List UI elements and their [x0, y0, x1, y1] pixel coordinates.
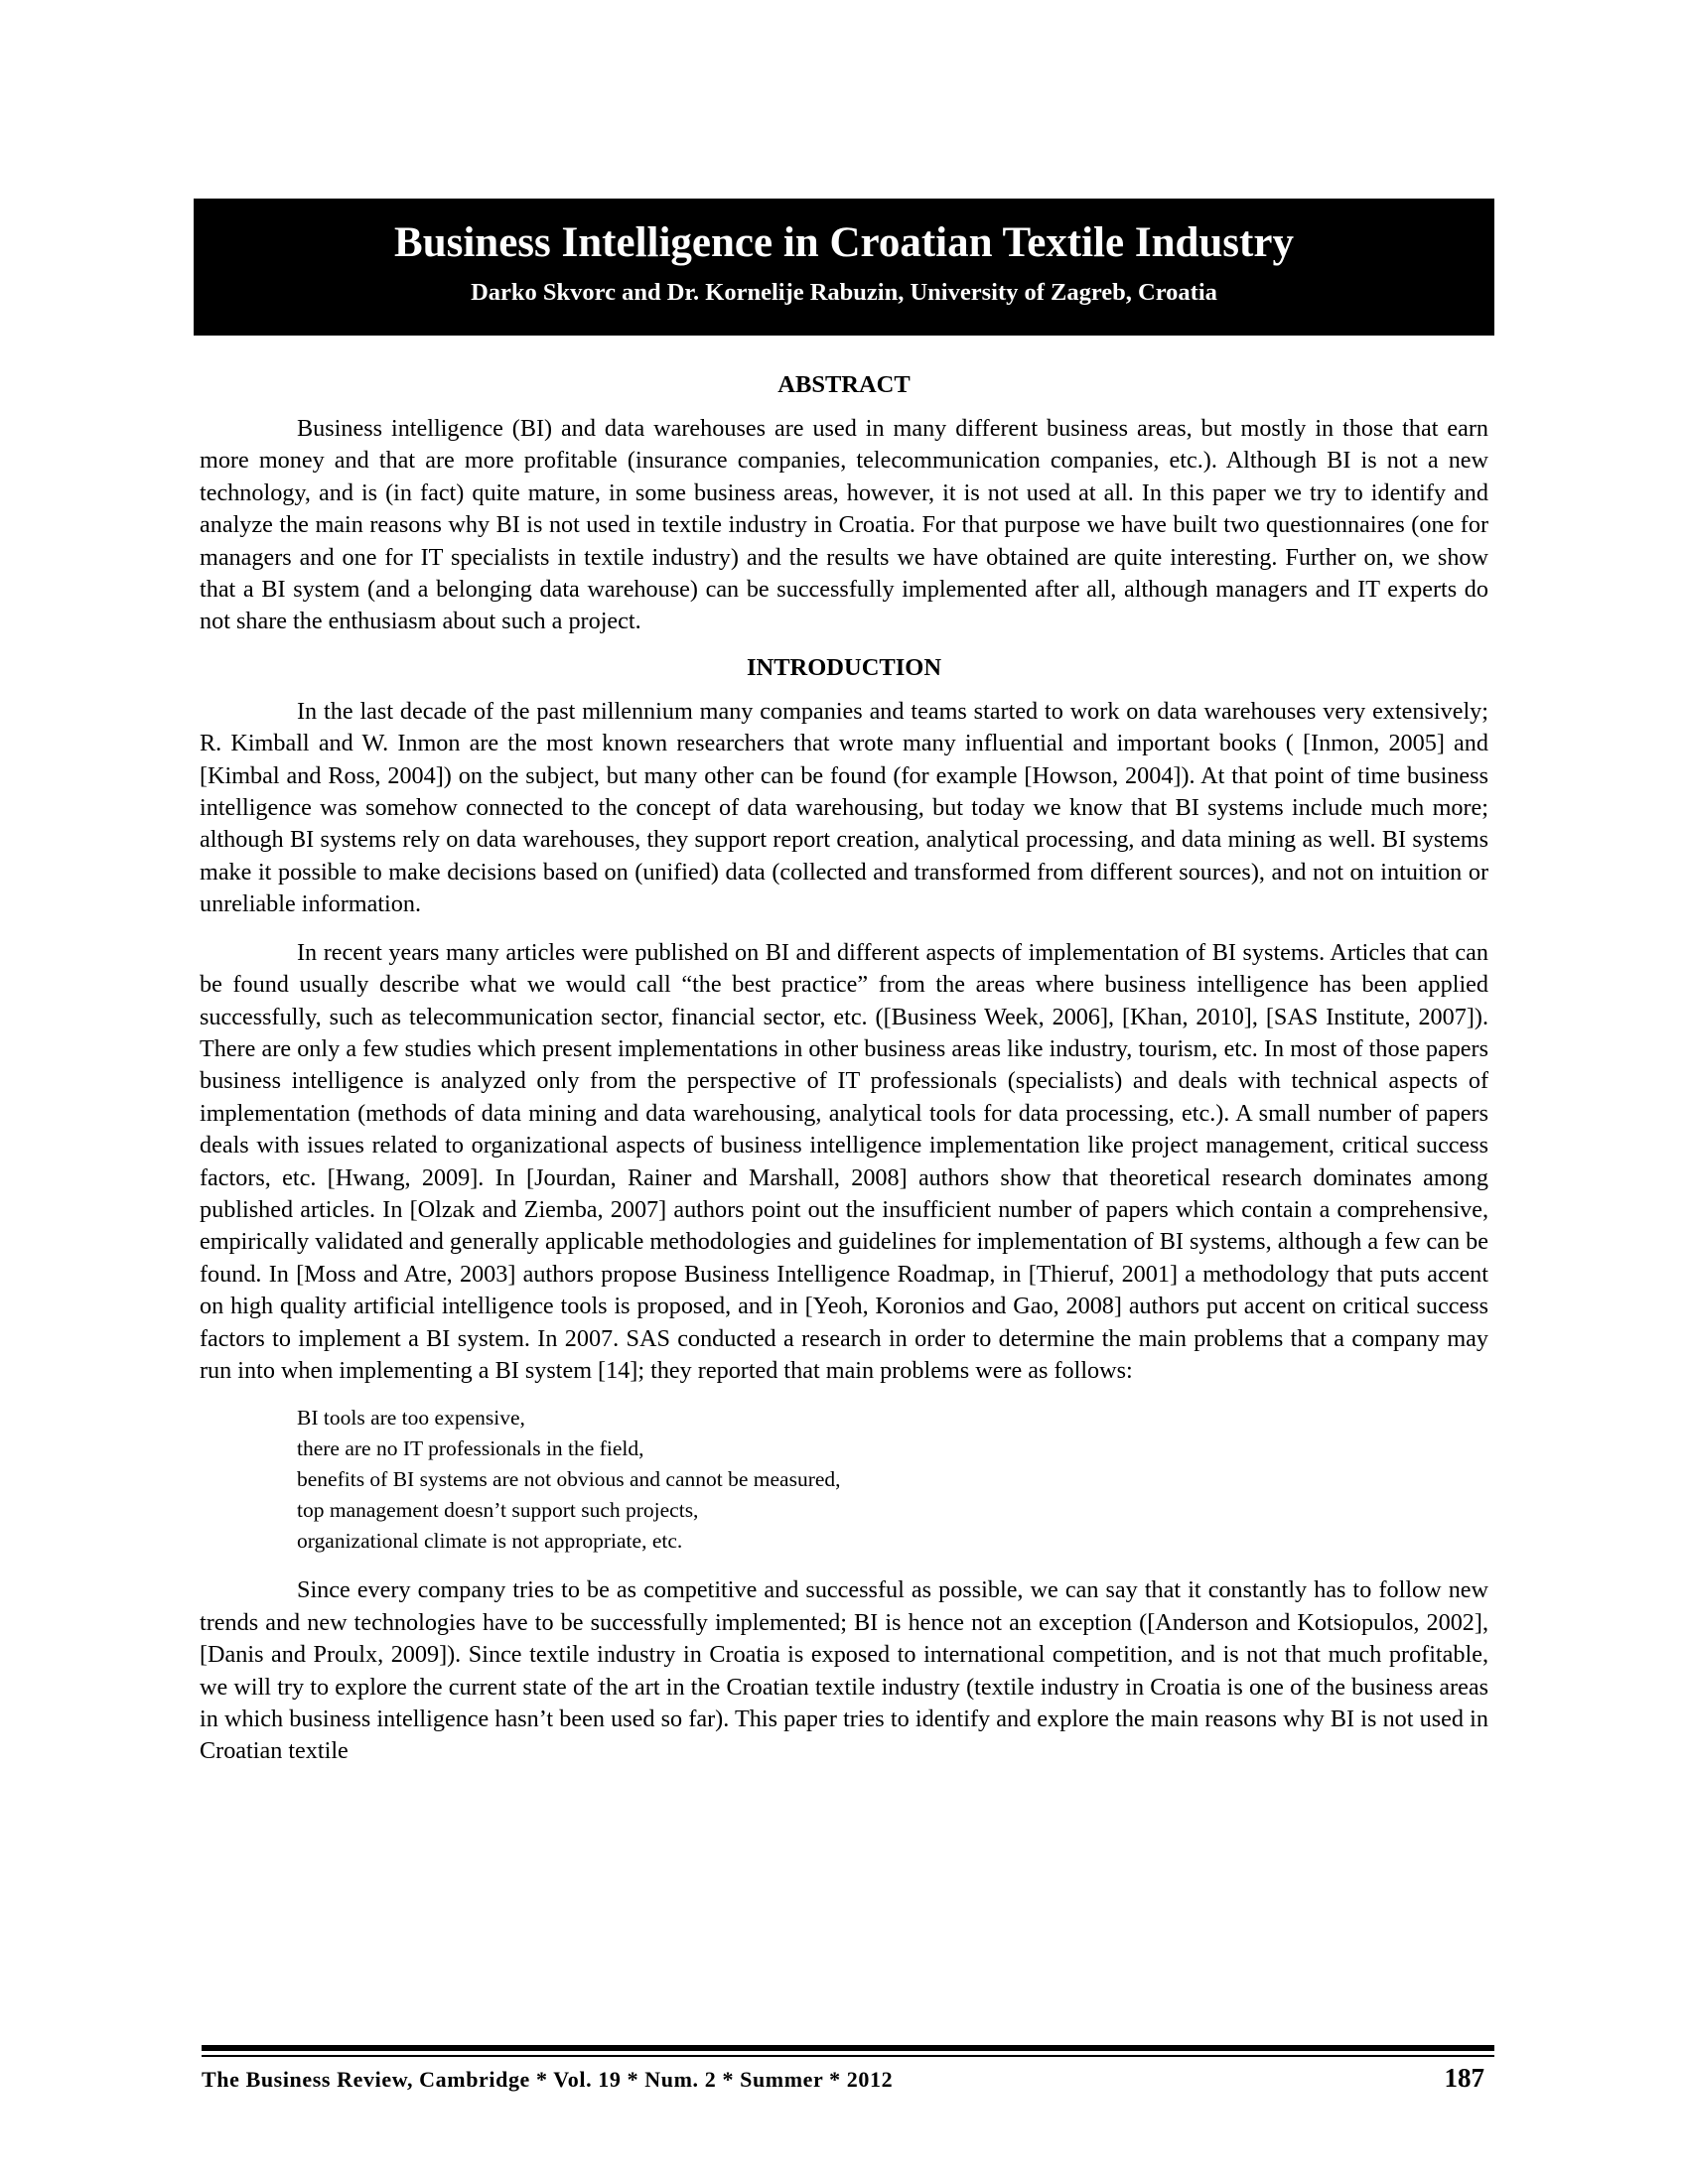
introduction-paragraph: In recent years many articles were published on BI and different aspects of implementation of BI systems. Articles that can be found usually describe what we would call “the best practice” from the areas where business intelligence has been applied successfully, such as telecommunication sector, financial sector, etc. ([Business Week, 2006], [Khan, 2010], [SAS Institute, 2007]). There are only a few studies which present implementations in other business areas like industry, tourism, etc. In most of those papers business intelligence is analyzed only from the perspective of IT professionals (specialists) and deals with technical aspects of implementation (methods of data mining and data warehousing, analytical tools for data processing, etc.). A small number of papers deals with issues related to organizational aspects of business intelligence implementation like project management, critical success factors, etc. [Hwang, 2009]. In [Jourdan, Rainer and Marshall, 2008] authors show that theoretical research dominates among published articles. In [Olzak and Ziemba, 2007] authors point out the insufficient number of papers which contain a comprehensive, empirically validated and generally applicable methodologies and guidelines for implementation of BI systems, although a few can be found. In [Moss and Atre, 2003] authors propose Business Intelligence Roadmap, in [Thieruf, 2001] a methodology that puts accent on high quality artificial intelligence tools is proposed, and in [Yeoh, Koronios and Gao, 2008] authors put accent on critical success factors to implement a BI system. In 2007. SAS conducted a research in order to determine the main problems that a company may run into when implementing a BI system [14]; they reported that main problems were as follows: [200, 938, 1488, 1384]
paper-title: Business Intelligence in Croatian Textile Industry [394, 219, 1294, 266]
list-item: benefits of BI systems are not obvious and cannot be measured, [297, 1467, 841, 1492]
page-footer [202, 2063, 1494, 2103]
page-number: 187 [1444, 2063, 1484, 2093]
title-banner [194, 199, 1494, 336]
abstract-heading: ABSTRACT [777, 371, 911, 398]
footer-divider [202, 2055, 1494, 2057]
footer-divider [202, 2045, 1494, 2051]
list-item: top management doesn’t support such projects, [297, 1498, 699, 1523]
bi-problems-list [297, 1403, 1488, 1557]
journal-citation: The Business Review, Cambridge * Vol. 19 * Num. 2 * Summer * 2012 [202, 2067, 894, 2092]
introduction-paragraph: In the last decade of the past millennium many companies and teams started to work on data warehouses very extensively; R. Kimball and W. Inmon are the most known researchers that wrote many influential and important books ( [Inmon, 2005] and [Kimbal and Ross, 2004]) on the subject, but many other can be found (for example [Howson, 2004]). At that point of time business intelligence was somehow connected to the concept of data warehousing, but today we know that BI systems include much more; although BI systems rely on data warehouses, they support report creation, analytical processing, and data mining as well. BI systems make it possible to make decisions based on (unified) data (collected and transformed from different sources), and not on intuition or unreliable information. [200, 697, 1488, 918]
abstract-text: Business intelligence (BI) and data warehouses are used in many different business areas, but mostly in those that earn more money and that are more profitable (insurance companies, telecommunication companies, etc.). Although BI is not a new technology, and is (in fact) quite mature, in some business areas, however, it is not used at all. In this paper we try to identify and analyze the main reasons why BI is not used in textile industry in Croatia. For that purpose we have built two questionnaires (one for managers and one for IT specialists in textile industry) and the results we have obtained are quite interesting. Further on, we show that a BI system (and a belonging data warehouse) can be successfully implemented after all, although managers and IT experts do not share the enthusiasm about such a project. [200, 415, 1488, 635]
list-item: organizational climate is not appropriate, etc. [297, 1529, 683, 1554]
introduction-heading: INTRODUCTION [746, 653, 942, 681]
paper-authors: Darko Skvorc and Dr. Kornelije Rabuzin, University of Zagreb, Croatia [471, 279, 1217, 306]
introduction-paragraph: Since every company tries to be as competitive and successful as possible, we can say that it constantly has to follow new trends and new technologies have to be successfully implemented; BI is hence not an exception ([Anderson and Kotsiopulos, 2002], [Danis and Proulx, 2009]). Since textile industry in Croatia is exposed to international competition, and is not that much profitable, we will try to explore the current state of the art in the Croatian textile industry (textile industry in Croatia is one of the business areas in which business intelligence hasn’t been used so far). This paper tries to identify and explore the main reasons why BI is not used in Croatian textile [200, 1576, 1488, 1765]
list-item: there are no IT professionals in the field, [297, 1436, 644, 1461]
list-item: BI tools are too expensive, [297, 1406, 525, 1431]
paper-body [200, 369, 1488, 1768]
